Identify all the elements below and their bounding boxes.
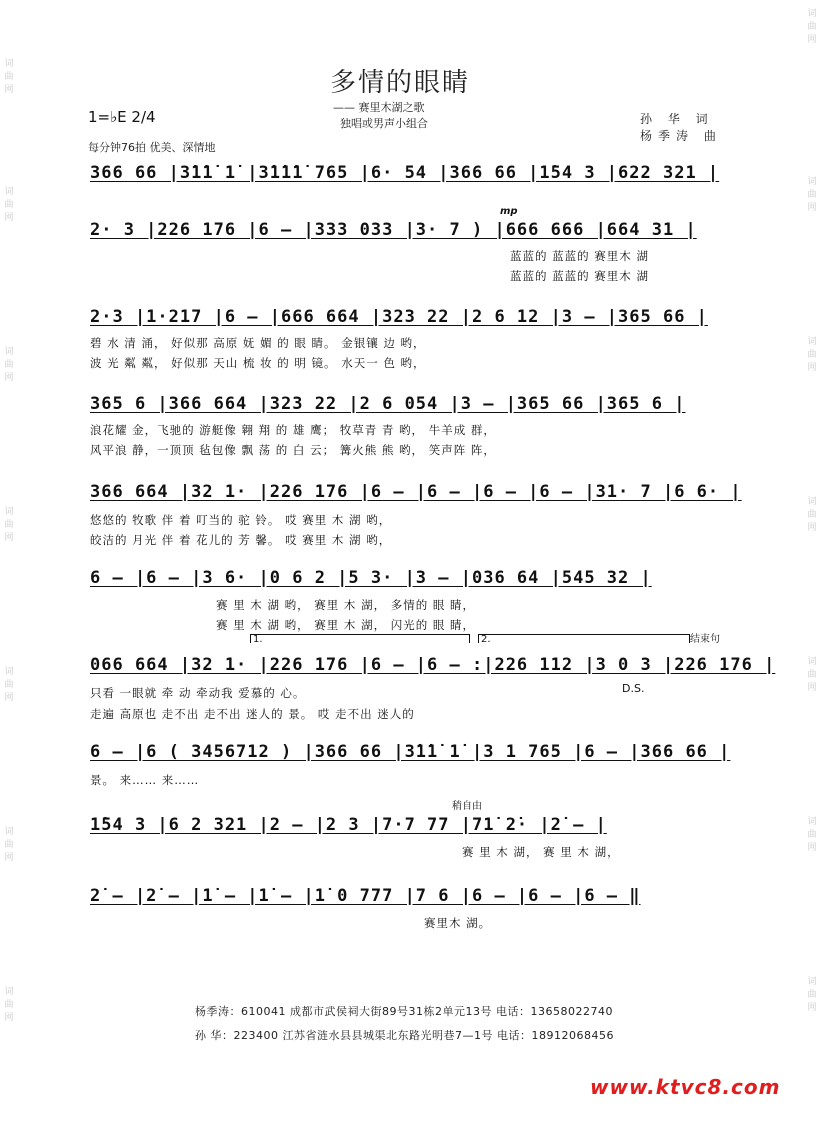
ds-marking: D.S.	[622, 682, 645, 695]
watermark-right-5: 词曲网	[807, 657, 817, 693]
staff-row-7: 066 664 |32 1· |226 176 |6 – |6 – :|226 112 |3 0 3 |226 176 |	[90, 655, 776, 675]
lyricist-credit: 孙 华 词	[640, 112, 714, 126]
watermark-left-7: 词曲网	[4, 987, 14, 1023]
lyric-row-9: 赛 里 木 湖， 赛 里 木 湖，	[462, 845, 620, 859]
composer-credit: 杨季涛 曲	[640, 129, 722, 143]
staff-row-5: 366 664 |32 1· |226 176 |6 – |6 – |6 – |6 – |31· 7 |6 6· |	[90, 482, 742, 502]
watermark-left-2: 词曲网	[4, 187, 14, 223]
performance-note: 独唱或男声小组合	[340, 117, 428, 130]
staff-row-9: 1̇54 3 |6 2 321 |2 – |2 3 |7·7 77 |71̇ 2̇· |2̇ – |	[90, 815, 607, 835]
staff-row-6: 6 – |6 – |3 6· |0 6 2 |5 3· |3 – |036 64 |545 32 |	[90, 568, 652, 588]
rubato-marking: 稍自由	[452, 801, 482, 812]
site-logo: www.ktvc8.com	[590, 1075, 781, 1099]
song-title: 多情的眼睛	[330, 68, 471, 98]
watermark-left-5: 词曲网	[4, 667, 14, 703]
volta-bracket-2	[478, 634, 690, 643]
lyric-row-6-verse-1: 赛 里 木 湖 哟， 赛里 木 湖， 多情的 眼 睛，	[216, 598, 476, 612]
watermark-left-4: 词曲网	[4, 507, 14, 543]
lyric-row-4-verse-1: 浪花耀 金，飞驰的 游艇像 翱 翔 的 雄 鹰； 牧草青 青 哟， 牛羊成 群，	[90, 423, 496, 437]
volta-1-label: 1.	[253, 634, 263, 645]
watermark-left-3: 词曲网	[4, 347, 14, 383]
staff-row-10: 2̇ – |2̇ – |1̇ – |1̇ – |1̇ 0 777 |7 6 |6 – |6 – |6 – ‖	[90, 886, 641, 906]
song-subtitle: —— 赛里木湖之歌	[333, 101, 425, 114]
tempo-marking: 每分钟76拍 优美、深情地	[88, 141, 216, 154]
volta-bracket-1	[250, 634, 470, 643]
staff-row-3: 2·3 |1·217 |6 – |666 664 |323 22 |2 6 12 |3 – |365 66 |	[90, 307, 708, 327]
watermark-right-2: 词曲网	[807, 177, 817, 213]
footer-contact-composer: 杨季涛：610041 成都市武侯祠大街89号31栋2单元13号 电话：13658022740	[195, 1005, 613, 1018]
watermark-left-6: 词曲网	[4, 827, 14, 863]
staff-row-1: 366 66 |3̇1̇1̇ 1̇ |3̇1̇1̇1̇ 765 |6· 54 |366 66 |1̇54 3 |622 321 |	[90, 163, 720, 183]
lyric-row-2-verse-2: 蓝蓝的 蓝蓝的 赛里木 湖	[510, 269, 649, 283]
key-signature: 1=♭E 2/4	[88, 108, 156, 126]
watermark-right-1: 词曲网	[807, 9, 817, 45]
lyric-row-5-verse-2: 皎洁的 月光 伴 着 花儿的 芳 馨。 哎 赛里 木 湖 哟，	[90, 533, 392, 547]
watermark-right-7: 词曲网	[807, 977, 817, 1013]
staff-row-4: 365 6 |366 664 |323 22 |2 6 054 |3 – |365 66 |365 6 |	[90, 394, 686, 414]
lyric-row-7-verse-1: 只看 一眼就 牵 动 牵动我 爱慕的 心。	[90, 686, 306, 700]
lyric-row-10: 赛里木 湖。	[424, 916, 492, 930]
lyric-row-7-verse-2: 走遍 高原也 走不出 走不出 迷人的 景。 哎 走不出 迷人的	[90, 707, 415, 721]
footer-contact-lyricist: 孙 华：223400 江苏省涟水县县城渠北东路光明巷7—1号 电话：18912068456	[195, 1029, 614, 1042]
watermark-right-3: 词曲网	[807, 337, 817, 373]
watermark-right-4: 词曲网	[807, 497, 817, 533]
staff-row-2: 2· 3 |226 176 |6 – |333 033 |3· 7 ) |666 666 |664 31 |	[90, 220, 697, 240]
lyric-row-3-verse-2: 波 光 粼 粼， 好似那 天山 梳 妆 的 明 镜。 水天一 色 哟，	[90, 356, 426, 370]
watermark-right-6: 词曲网	[807, 817, 817, 853]
lyric-row-2-verse-1: 蓝蓝的 蓝蓝的 赛里木 湖	[510, 249, 649, 263]
watermark-left-1: 词曲网	[4, 59, 14, 95]
volta-2-label: 2.	[481, 634, 491, 645]
end-phrase-mark: 结束句	[690, 634, 720, 645]
lyric-row-8: 景。 来…… 来……	[90, 773, 200, 787]
lyric-row-4-verse-2: 风平浪 静，一顶顶 毡包像 飘 荡 的 白 云； 篝火熊 熊 哟， 笑声阵 阵，	[90, 443, 496, 457]
lyric-row-5-verse-1: 悠悠的 牧歌 伴 着 叮当的 驼 铃。 哎 赛里 木 湖 哟，	[90, 513, 392, 527]
staff-row-8: 6 – |6 ( 3456712 ) |366 66 |3̇1̇1̇ 1̇ |3 1 765 |6 – |366 66 |	[90, 742, 731, 762]
dynamic-mp: mp	[500, 206, 518, 217]
lyric-row-6-verse-2: 赛 里 木 湖 哟， 赛里 木 湖， 闪光的 眼 睛，	[216, 618, 476, 632]
lyric-row-3-verse-1: 碧 水 清 涌， 好似那 高原 妩 媚 的 眼 睛。 金银镶 边 哟，	[90, 336, 426, 350]
